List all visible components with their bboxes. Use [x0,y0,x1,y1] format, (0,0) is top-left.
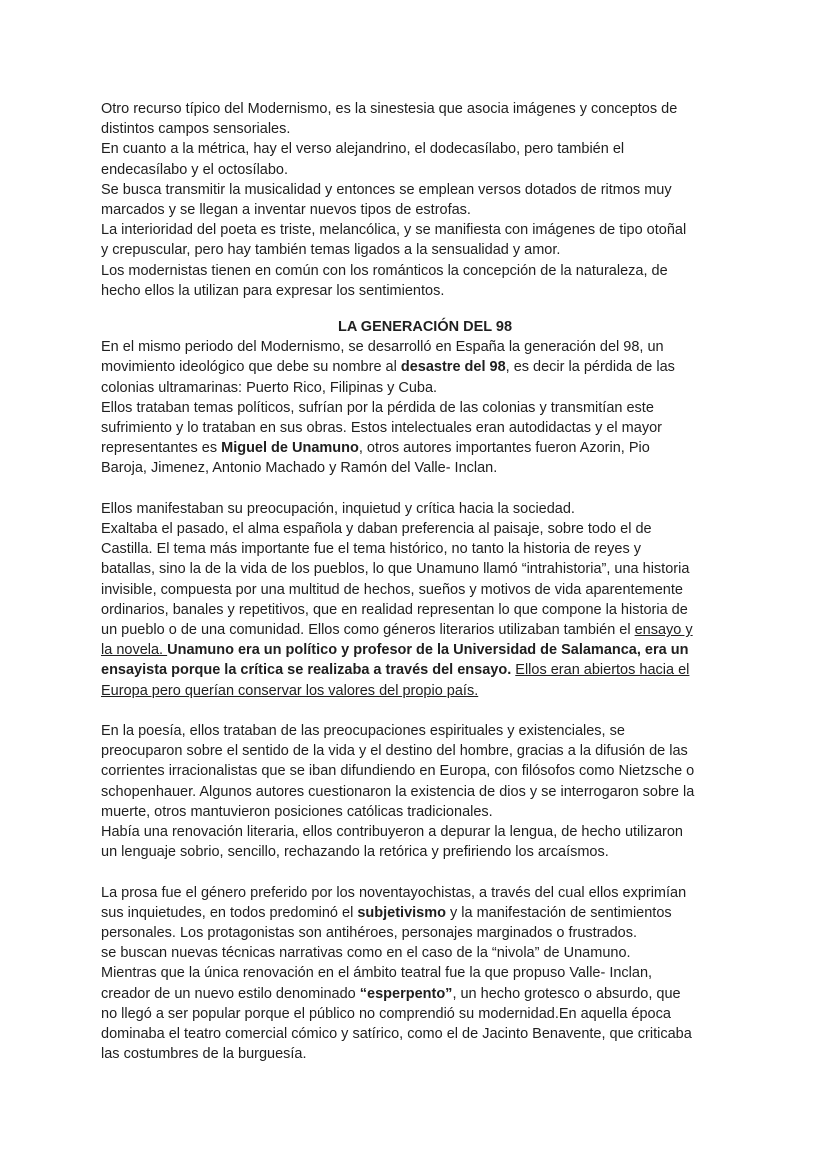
text-segment: y la manifestación de sentimientos [445,904,672,921]
text-segment: , es decir la pérdida de las [505,359,675,376]
paragraph-poetry [101,721,741,862]
text-line: colonias ultramarinas: Puerto Rico, Filipinas y Cuba. [101,379,438,396]
document-page [101,99,741,1065]
paragraph-gap [101,862,741,882]
text-line: En el mismo periodo del Modernismo, se desarrolló en España la generación del 98, un [101,339,664,356]
bold-term: ensayista porque la crítica se realizaba a través del ensayo. [101,662,512,679]
text-segment: , otros autores importantes fueron Azorin, Pio [358,440,650,457]
text-segment: movimiento ideológico que debe su nombre al [101,359,401,376]
text-line: En la poesía, ellos trataban de las preocupaciones espirituales y existenciales, se [101,723,625,740]
text-line [101,681,741,701]
underlined-text: Europa pero querían conservar los valores del propio país. [101,682,479,699]
text-segment: un pueblo o de una comunidad. Ellos como géneros literarios utilizaban también el [101,622,635,639]
text-line [101,438,741,458]
text-line: schopenhauer. Algunos autores cuestionaron la existencia de dios y se interrogaron sobre la [101,783,695,800]
text-line: no llegó a ser popular porque el público no comprendió su modernidad.En aquella época [101,1005,671,1022]
text-line: corrientes irracionalistas que se iban difundiendo en Europa, con filósofos como Nietzsche o [101,763,695,780]
text-line: las costumbres de la burguesía. [101,1046,307,1063]
bold-term: Unamuno era un político y profesor de la Universidad de Salamanca, era un [167,642,689,659]
text-segment: creador de un nuevo estilo denominado [101,985,360,1002]
text-line [101,903,741,923]
text-line: batallas, sino la de la vida de los pueblos, lo que Unamuno llamó “intrahistoria”, una historia [101,561,690,578]
text-line: un lenguaje sobrio, sencillo, rechazando la retórica y prefiriendo los arcaísmos. [101,844,609,861]
paragraph-prose [101,883,741,1065]
intro-paragraph [101,99,741,301]
bold-term: subjetivismo [357,904,446,921]
text-line: Mientras que la única renovación en el ámbito teatral fue la que propuso Valle- Inclan, [101,965,653,982]
text-line [101,640,741,660]
text-line: muerte, otros mantuvieron posiciones católicas tradicionales. [101,803,493,820]
text-line: se buscan nuevas técnicas narrativas como en el caso de la “nivola” de Unamuno. [101,945,631,962]
text-line: Otro recurso típico del Modernismo, es la sinestesia que asocia imágenes y conceptos de [101,101,678,117]
text-line [101,984,741,1004]
text-line: Había una renovación literaria, ellos contribuyeron a depurar la lengua, de hecho utilizaron [101,824,683,841]
paragraph-gap [101,701,741,721]
text-line [101,660,741,680]
paragraph-generation-98 [101,337,741,478]
paragraph-themes [101,499,741,701]
text-segment: , un hecho grotesco o absurdo, que [452,985,681,1002]
text-line: Ellos manifestaban su preocupación, inquietud y crítica hacia la sociedad. [101,500,575,517]
text-line: Los modernistas tienen en común con los románticos la concepción de la naturaleza, de [101,262,668,279]
paragraph-gap [101,479,741,499]
text-line: sufrimiento y lo trataban en sus obras. Estos intelectuales eran autodidactas y el mayor [101,420,662,437]
text-line: endecasílabo y el octosílabo. [101,161,289,178]
text-line: Se busca transmitir la musicalidad y entonces se emplean versos dotados de ritmos muy [101,181,672,198]
text-segment: sus inquietudes, en todos predominó el [101,904,358,921]
text-line: y crepuscular, pero hay también temas ligados a la sensualidad y amor. [101,242,561,259]
text-line: preocuparon sobre el sentido de la vida y el destino del hombre, gracias a la difusión de las [101,743,688,760]
underlined-text: la novela. [101,642,168,659]
text-line: ordinarios, banales y repetitivos, que en realidad representan lo que compone la historia de [101,601,688,618]
text-line: Baroja, Jimenez, Antonio Machado y Ramón del Valle- Inclan. [101,460,498,477]
underlined-text: ensayo y [634,622,693,639]
section-title: LA GENERACIÓN DEL 98 [337,319,513,336]
text-segment: representantes es [101,440,222,457]
text-line: hecho ellos la utilizan para expresar los sentimientos. [101,282,445,299]
bold-term: desastre del 98 [400,359,506,376]
bold-term: Miguel de Unamuno [221,440,359,457]
text-line: distintos campos sensoriales. [101,121,291,138]
bold-term: “esperpento” [359,985,453,1002]
text-line: personales. Los protagonistas son antihéroes, personajes marginados o frustrados. [101,925,638,942]
underlined-text: Ellos eran abiertos hacia el [515,662,690,679]
text-line: marcados y se llegan a inventar nuevos tipos de estrofas. [101,202,471,219]
text-line: Castilla. El tema más importante fue el tema histórico, no tanto la historia de reyes y [101,541,641,558]
text-line: La prosa fue el género preferido por los noventayochistas, a través del cual ellos exprimían [101,884,687,901]
text-line: Exaltaba el pasado, el alma española y daban preferencia al paisaje, sobre todo el de [101,521,652,538]
text-line: invisible, compuesta por una multitud de hechos, sueños y motivos de vida aparentemente [101,581,683,598]
text-line: dominaba el teatro comercial cómico y satírico, como el de Jacinto Benavente, que criticaba [101,1026,692,1043]
text-line: La interioridad del poeta es triste, melancólica, y se manifiesta con imágenes de tipo otoñal [101,222,687,239]
text-line [101,357,741,377]
text-line: Ellos trataban temas políticos, sufrían por la pérdida de las colonias y transmitían este [101,399,654,416]
text-line: En cuanto a la métrica, hay el verso alejandrino, el dodecasílabo, pero también el [101,141,625,158]
text-line [101,620,741,640]
